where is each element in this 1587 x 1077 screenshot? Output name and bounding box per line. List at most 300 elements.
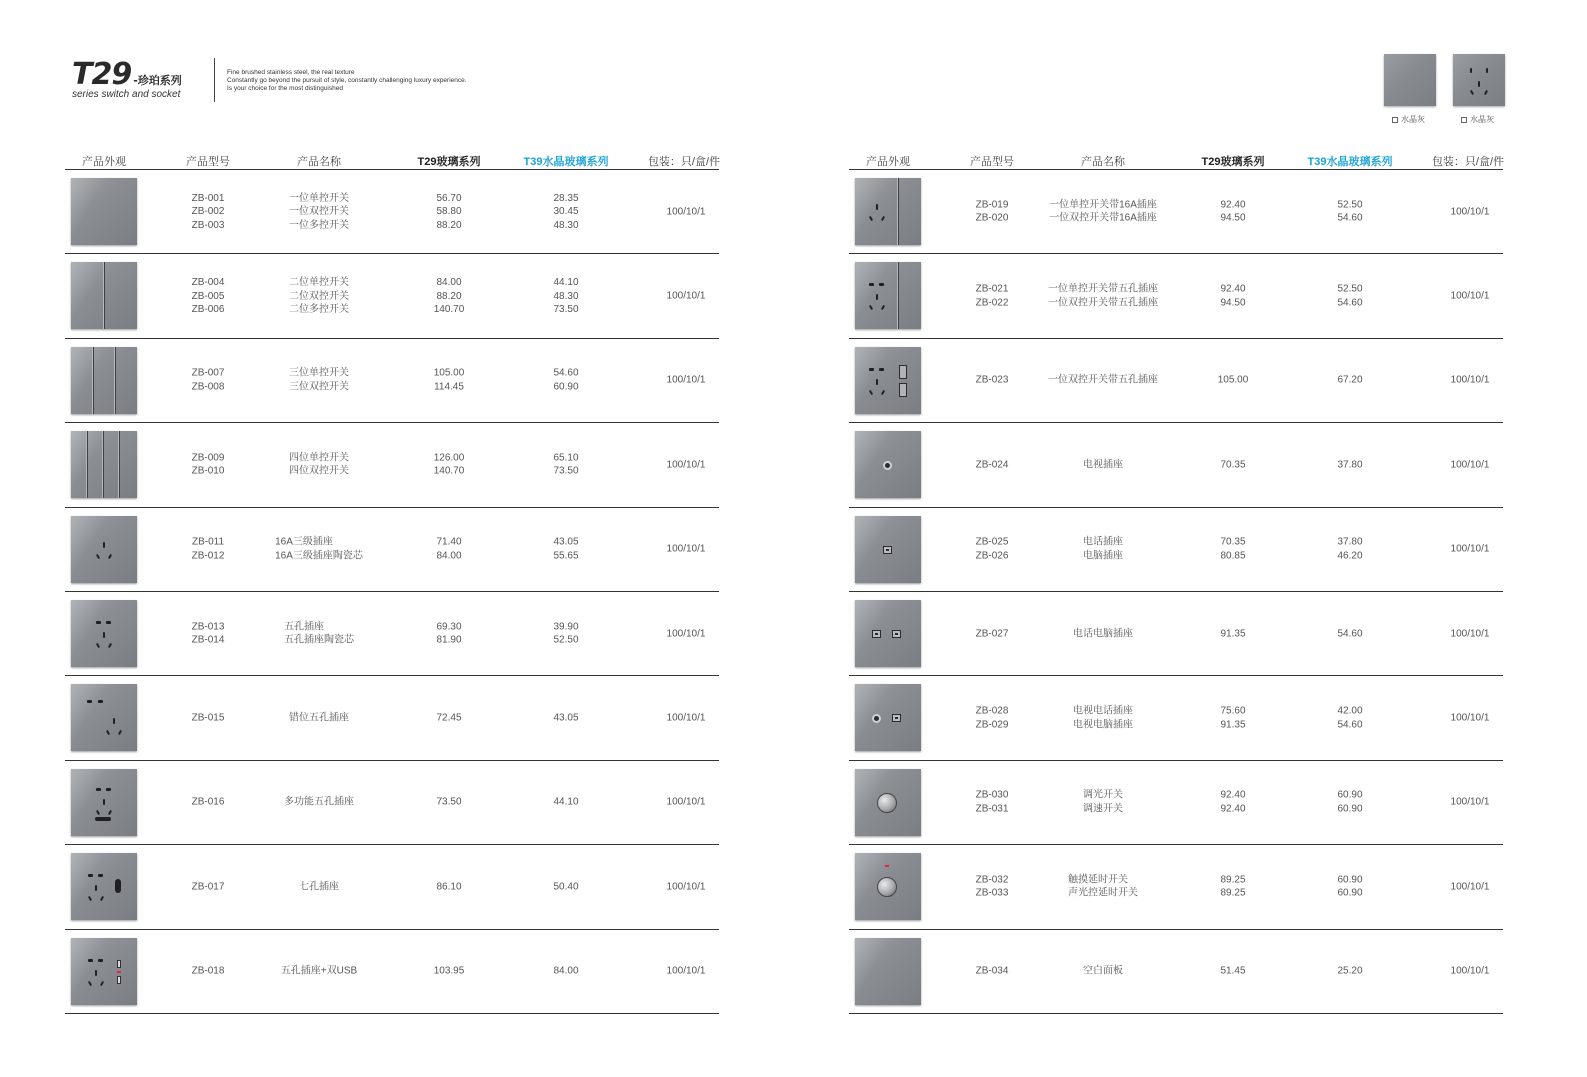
socket-hole (113, 718, 115, 724)
phone-jack (892, 714, 901, 722)
t29-price-cell-line: 73.50 (436, 796, 462, 808)
panel-sheen (71, 347, 137, 414)
model-cell-line: ZB-005 (191, 290, 225, 302)
name-cell (284, 796, 354, 810)
t39-price-cell-line: 67.20 (1337, 374, 1363, 386)
name-cell-line: 一位双控开关带五孔插座 (1048, 374, 1158, 386)
checkbox-icon (1461, 117, 1467, 123)
name-cell-line: 空白面板 (1083, 965, 1123, 977)
model-cell-line: ZB-002 (191, 205, 225, 217)
table-header (65, 150, 719, 170)
color-swatch-socket (1453, 54, 1505, 106)
t39-price-cell (553, 880, 578, 894)
name-cell-line: 一位单控开关 (289, 192, 349, 204)
t29-price-cell-line: 84.00 (436, 550, 462, 562)
t39-price-cell-line: 44.10 (553, 796, 579, 808)
t39-price-cell-line: 60.90 (1337, 789, 1363, 801)
t29-price-cell (1220, 705, 1245, 732)
table-row (65, 254, 719, 338)
socket-hole (88, 874, 93, 877)
t29-price-cell-line: 126.00 (433, 452, 465, 464)
pack-cell: 100/10/1 (1450, 290, 1490, 302)
pack-cell: 100/10/1 (666, 374, 706, 386)
socket-hole (869, 283, 874, 286)
t39-price-cell-line: 60.90 (553, 381, 579, 393)
model-cell (976, 789, 1009, 816)
model-cell (192, 796, 225, 810)
panel-sheen (71, 178, 137, 245)
col-pack: 包装：只/盒/件 (1431, 156, 1505, 168)
t39-price-cell-line: 39.90 (553, 621, 579, 633)
t39-price-cell (553, 191, 578, 232)
model-cell-line: ZB-025 (975, 536, 1009, 548)
t29-price-cell (1220, 789, 1245, 816)
t29-price-cell (1220, 536, 1245, 563)
socket-hole (96, 788, 101, 791)
pack-cell: 100/10/1 (666, 881, 706, 893)
socket-hole (106, 788, 111, 791)
t29-price-cell (1220, 873, 1245, 900)
dimmer-knob (877, 793, 897, 813)
tagline-line: Is your choice for the most distinguished (227, 85, 343, 92)
name-cell-line: 二位双控开关 (289, 290, 349, 302)
t39-price-cell (553, 276, 578, 317)
panel-sheen (855, 178, 921, 245)
model-cell-line: ZB-023 (975, 374, 1009, 386)
model-cell-line: ZB-027 (975, 627, 1009, 639)
socket-hole (876, 204, 878, 210)
t39-price-cell-line: 44.10 (553, 276, 579, 288)
name-cell-line: 电视电脑插座 (1073, 719, 1133, 731)
model-cell-line: ZB-034 (975, 965, 1009, 977)
model-cell (192, 711, 225, 725)
t29-price-cell-line: 72.45 (436, 712, 462, 724)
t29-price-cell-line: 105.00 (1217, 374, 1249, 386)
table-row (65, 423, 719, 507)
model-cell (976, 458, 1009, 472)
table-row (849, 592, 1503, 676)
panel-sheen (71, 853, 137, 920)
panel-sheen (855, 262, 921, 329)
model-cell-line: ZB-008 (191, 381, 225, 393)
socket-hole (103, 799, 105, 805)
rocker-switch (899, 365, 907, 379)
t39-price-cell-line: 54.60 (1337, 297, 1363, 309)
t39-price-cell-line: 60.90 (1337, 887, 1363, 899)
name-cell-line: 16A三级插座 (275, 536, 333, 548)
gang-divider (86, 431, 88, 498)
seven-hole-socket-panel-icon (71, 853, 137, 920)
t39-price-cell (553, 620, 578, 647)
pack-cell: 100/10/1 (666, 965, 706, 977)
three-pin-socket-panel-icon (71, 516, 137, 583)
panel-sheen (71, 516, 137, 583)
offset-five-hole-socket-panel-icon (71, 684, 137, 751)
pack-cell: 100/10/1 (1450, 881, 1490, 893)
header-divider (214, 58, 215, 102)
model-cell-line: ZB-028 (975, 705, 1009, 717)
t29-price-cell-line: 86.10 (436, 881, 462, 893)
switch-five-hole-socket-panel-icon (855, 262, 921, 329)
col-model: 产品型号 (186, 156, 230, 168)
name-cell (1048, 374, 1158, 388)
pack-cell: 100/10/1 (1450, 459, 1490, 471)
t39-price-cell-line: 42.00 (1337, 705, 1363, 717)
name-cell-line: 触摸延时开关 (1068, 874, 1128, 886)
socket-hole (869, 368, 874, 371)
model-cell-line: ZB-012 (191, 550, 225, 562)
model-cell-line: ZB-031 (975, 803, 1009, 815)
socket-hole (879, 368, 884, 371)
usb-socket-panel-icon (71, 938, 137, 1005)
delay-switch-panel-icon (855, 853, 921, 920)
t29-price-cell (1220, 964, 1245, 978)
t29-price-cell-line: 91.35 (1220, 719, 1246, 731)
t39-price-cell (553, 536, 578, 563)
model-cell-line: ZB-017 (191, 881, 225, 893)
pack-cell: 100/10/1 (666, 796, 706, 808)
socket-hole (88, 959, 93, 962)
t29-price-cell-line: 70.35 (1220, 536, 1246, 548)
t29-price-cell (1220, 283, 1245, 310)
usb-port (117, 976, 121, 984)
pack-cell: 100/10/1 (666, 543, 706, 555)
col-pack: 包装：只/盒/件 (647, 156, 721, 168)
pack-cell: 100/10/1 (1450, 712, 1490, 724)
model-cell-line: ZB-006 (191, 303, 225, 315)
name-cell (289, 711, 349, 725)
socket-hole (876, 294, 878, 300)
model-cell-line: ZB-011 (191, 536, 225, 548)
table-row (849, 339, 1503, 423)
pack-cell: 100/10/1 (666, 459, 706, 471)
model-cell (192, 276, 225, 317)
model-cell-line: ZB-009 (191, 452, 225, 464)
swatch-label: 水晶灰 (1461, 114, 1494, 125)
name-cell-line: 一位双控开关带16A插座 (1049, 212, 1157, 224)
t29-price-cell-line: 80.85 (1220, 550, 1246, 562)
model-cell-line: ZB-030 (975, 789, 1009, 801)
t29-price-cell (1220, 198, 1245, 225)
pack-cell: 100/10/1 (1450, 796, 1490, 808)
name-cell-line: 四位双控开关 (289, 465, 349, 477)
t29-price-cell-line: 92.40 (1220, 199, 1246, 211)
brand-series-en: series switch and socket (72, 89, 181, 100)
t29-price-cell (434, 964, 465, 978)
t29-price-cell-line: 103.95 (433, 965, 465, 977)
indicator-led (117, 971, 121, 973)
model-cell-line: ZB-020 (975, 212, 1009, 224)
usb-port (117, 960, 121, 968)
table-row (65, 676, 719, 760)
gang-divider (897, 178, 899, 245)
t39-price-cell-line: 52.50 (1337, 283, 1363, 295)
col-appearance: 产品外观 (866, 156, 910, 168)
model-cell-line: ZB-007 (191, 367, 225, 379)
name-cell (1073, 627, 1133, 641)
five-hole-socket-panel-icon (71, 600, 137, 667)
name-cell (1073, 705, 1133, 732)
name-cell-line: 错位五孔插座 (289, 712, 349, 724)
name-cell (1083, 789, 1123, 816)
name-cell (1083, 536, 1123, 563)
pack-cell: 100/10/1 (1450, 205, 1490, 217)
name-cell-line: 四位单控开关 (289, 452, 349, 464)
pack-cell: 100/10/1 (666, 205, 706, 217)
model-cell-line: ZB-033 (975, 887, 1009, 899)
name-cell-line: 电话插座 (1083, 536, 1123, 548)
socket-hole (87, 700, 92, 703)
table-row (849, 930, 1503, 1014)
name-cell-line: 一位双控开关带五孔插座 (1048, 297, 1158, 309)
model-cell-line: ZB-014 (191, 634, 225, 646)
checkbox-icon (1392, 117, 1398, 123)
t29-price-cell-line: 91.35 (1220, 627, 1246, 639)
t39-price-cell-line: 37.80 (1337, 459, 1363, 471)
model-cell-line: ZB-026 (975, 550, 1009, 562)
pack-cell: 100/10/1 (666, 712, 706, 724)
t39-price-cell-line: 48.30 (553, 290, 579, 302)
name-cell-line: 三位双控开关 (289, 381, 349, 393)
panel-sheen (855, 600, 921, 667)
t29-price-cell (436, 191, 461, 232)
model-cell-line: ZB-015 (191, 712, 225, 724)
brand-logo (72, 57, 182, 100)
t29-price-cell (434, 276, 465, 317)
model-cell-line: ZB-024 (975, 459, 1009, 471)
t29-price-cell-line: 140.70 (433, 303, 465, 315)
t39-price-cell-line: 54.60 (1337, 719, 1363, 731)
t29-price-cell-line: 56.70 (436, 192, 462, 204)
indicator-led (885, 865, 889, 867)
col-appearance: 产品外观 (82, 156, 126, 168)
t39-price-cell-line: 60.90 (1337, 803, 1363, 815)
t39-price-cell-line: 73.50 (553, 465, 579, 477)
socket-hole (106, 621, 111, 624)
t29-price-cell-line: 114.45 (434, 381, 464, 393)
name-cell-line: 五孔插座陶瓷芯 (284, 634, 354, 646)
model-cell-line: ZB-010 (191, 465, 225, 477)
socket-hole (95, 817, 111, 821)
model-cell (192, 880, 225, 894)
pack-cell: 100/10/1 (666, 290, 706, 302)
tv-phone-socket-panel-icon (855, 684, 921, 751)
t39-price-cell (553, 451, 578, 478)
t29-price-cell-line: 70.35 (1220, 459, 1246, 471)
name-cell-line: 16A三级插座陶瓷芯 (275, 550, 363, 562)
gang-divider (897, 262, 899, 329)
col-t39: T39水晶玻璃系列 (523, 156, 609, 168)
table-row (849, 423, 1503, 507)
name-cell-line: 三位单控开关 (289, 367, 349, 379)
table-row (65, 339, 719, 423)
t29-price-cell (434, 451, 465, 478)
rocker-five-hole-socket-panel-icon (855, 347, 921, 414)
switch-16a-socket-panel-icon (855, 178, 921, 245)
tagline (227, 69, 467, 93)
panel-sheen (855, 347, 921, 414)
name-cell (1068, 873, 1138, 900)
t29-price-cell-line: 94.50 (1220, 297, 1246, 309)
model-cell-line: ZB-004 (191, 276, 225, 288)
t39-price-cell-line: 50.40 (553, 881, 579, 893)
t29-price-cell (436, 880, 461, 894)
model-cell-line: ZB-019 (975, 199, 1009, 211)
name-cell (1083, 964, 1123, 978)
model-cell (976, 536, 1009, 563)
t39-price-cell-line: 54.60 (1337, 212, 1363, 224)
t39-price-cell-line: 28.35 (553, 192, 579, 204)
two-gang-switch-panel-icon (71, 262, 137, 329)
swatch-label: 水晶灰 (1392, 114, 1425, 125)
pack-cell: 100/10/1 (666, 627, 706, 639)
t39-price-cell (1337, 536, 1362, 563)
model-cell-line: ZB-013 (191, 621, 225, 633)
name-cell (289, 191, 349, 232)
table-row (849, 845, 1503, 929)
t39-price-cell-line: 30.45 (553, 205, 579, 217)
table-body (65, 170, 719, 1014)
panel-sheen (855, 938, 921, 1005)
name-cell (289, 451, 349, 478)
name-cell (1083, 458, 1123, 472)
tagline-line: Constantly go beyond the pursuit of style, constantly challenging luxury experience. (227, 77, 467, 84)
model-cell (976, 198, 1009, 225)
t29-price-cell-line: 92.40 (1220, 803, 1246, 815)
gang-divider (102, 431, 104, 498)
t39-price-cell-line: 54.60 (553, 367, 579, 379)
panel-sheen (855, 684, 921, 751)
table-row (849, 676, 1503, 760)
t39-price-cell-line: 43.05 (553, 712, 579, 724)
t29-price-cell-line: 81.90 (436, 634, 462, 646)
table-row (849, 761, 1503, 845)
t39-price-cell (1337, 458, 1362, 472)
brand-code: T29 (72, 57, 132, 92)
socket-hole (115, 879, 121, 893)
phone-jack (883, 546, 892, 554)
phone-jack (872, 630, 881, 638)
socket-hole (879, 283, 884, 286)
model-cell (976, 627, 1009, 641)
t39-price-cell-line: 60.90 (1337, 874, 1363, 886)
t29-price-cell (1218, 374, 1249, 388)
socket-hole (95, 970, 97, 976)
blank-panel-icon (855, 938, 921, 1005)
t29-price-cell (1220, 627, 1245, 641)
name-cell (289, 367, 349, 394)
col-t39: T39水晶玻璃系列 (1307, 156, 1393, 168)
pack-cell: 100/10/1 (1450, 543, 1490, 555)
name-cell-line: 一位单控开关带16A插座 (1049, 199, 1157, 211)
t29-price-cell-line: 58.80 (436, 205, 462, 217)
t39-price-cell (1337, 198, 1362, 225)
col-model: 产品型号 (970, 156, 1014, 168)
t39-price-cell-line: 52.50 (553, 634, 579, 646)
t39-price-cell (1337, 789, 1362, 816)
socket-hole (98, 959, 103, 962)
socket-hole (96, 621, 101, 624)
table-header (849, 150, 1503, 170)
model-cell-line: ZB-001 (191, 192, 225, 204)
panel-sheen (71, 431, 137, 498)
model-cell-line: ZB-016 (191, 796, 225, 808)
t29-price-cell-line: 140.70 (433, 465, 465, 477)
t39-price-cell-line: 48.30 (553, 219, 579, 231)
t39-price-cell-line: 55.65 (553, 550, 579, 562)
t29-price-cell-line: 69.30 (436, 621, 462, 633)
t39-price-cell (1337, 964, 1362, 978)
color-swatch-plain (1384, 54, 1436, 106)
socket-hole (98, 700, 103, 703)
col-t29: T29玻璃系列 (1201, 156, 1265, 168)
name-cell-line: 二位多控开关 (289, 303, 349, 315)
socket-hole (876, 379, 878, 385)
name-cell-line: 电话电脑插座 (1073, 627, 1133, 639)
t29-price-cell (436, 536, 461, 563)
t29-price-cell-line: 105.00 (433, 367, 465, 379)
price-table-left (65, 150, 719, 1014)
table-row (65, 845, 719, 929)
model-cell-line: ZB-018 (191, 965, 225, 977)
name-cell-line: 一位双控开关 (289, 205, 349, 217)
t29-price-cell (436, 620, 461, 647)
network-jack (892, 630, 901, 638)
t39-price-cell (553, 367, 578, 394)
table-row (65, 508, 719, 592)
model-cell-line: ZB-022 (975, 297, 1009, 309)
model-cell (976, 705, 1009, 732)
gang-divider (92, 347, 94, 414)
tagline-line: Fine brushed stainless steel, the real texture (227, 69, 355, 76)
pack-cell: 100/10/1 (1450, 374, 1490, 386)
t29-price-cell-line: 94.50 (1220, 212, 1246, 224)
table-row (65, 930, 719, 1014)
model-cell (192, 620, 225, 647)
name-cell-line: 五孔插座 (284, 621, 324, 633)
name-cell-line: 电视电话插座 (1073, 705, 1133, 717)
col-t29: T29玻璃系列 (417, 156, 481, 168)
t29-price-cell-line: 89.25 (1220, 887, 1246, 899)
name-cell (299, 880, 339, 894)
model-cell-line: ZB-021 (975, 283, 1009, 295)
name-cell-line: 五孔插座+双USB (280, 965, 358, 977)
table-row (849, 170, 1503, 254)
t39-price-cell-line: 52.50 (1337, 199, 1363, 211)
phone-computer-socket-panel-icon (855, 600, 921, 667)
t39-price-cell (553, 964, 578, 978)
table-row (849, 254, 1503, 338)
panel-sheen (71, 684, 137, 751)
t29-price-cell-line: 88.20 (436, 290, 462, 302)
t39-price-cell (553, 711, 578, 725)
t29-price-cell-line: 88.20 (436, 219, 462, 231)
t39-price-cell-line: 25.20 (1337, 965, 1363, 977)
socket-hole (103, 542, 105, 548)
name-cell (284, 620, 354, 647)
table-row (849, 508, 1503, 592)
t39-price-cell-line: 43.05 (553, 536, 579, 548)
t39-price-cell (1337, 374, 1362, 388)
t39-price-cell (1337, 873, 1362, 900)
name-cell (275, 536, 363, 563)
model-cell (976, 873, 1009, 900)
socket-hole (103, 632, 105, 638)
t29-price-cell (434, 367, 465, 394)
table-body (849, 170, 1503, 1014)
t39-price-cell-line: 84.00 (553, 965, 579, 977)
t39-price-cell-line: 46.20 (1337, 550, 1363, 562)
